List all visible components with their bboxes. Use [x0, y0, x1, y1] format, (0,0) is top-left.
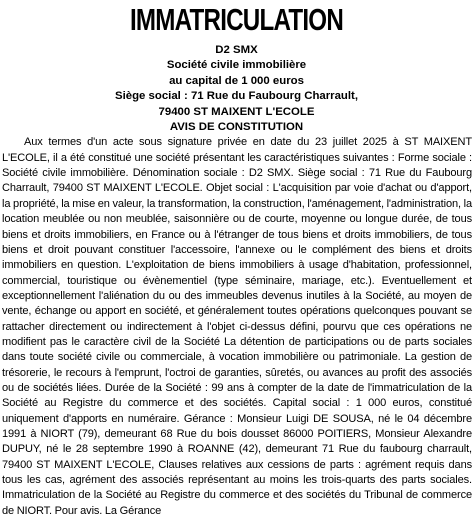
notice-body-text: Aux termes d'un acte sous signature privée en date du 23 juillet 2025 à ST MAIXENT L'ECOLE, il a été constitué une société présentant les caractéristiques suivantes : Forme sociale : Société civile immobilière. Dénomination sociale : D2 SMX. Siège social : 71 Rue du Faubourg Charrault, 79400 ST MAIXENT L'ECOLE. Objet social : L'acquisition par voie d'achat ou d'apport, la propriété, la mise en valeur, la transformation, la construction, l'aménagement, l'administration, la location meublée ou non meublée, saisonnière ou de courte, moyenne ou longue durée, de tous biens et droits immobiliers, en France ou à l'étranger de tous biens et droits immobiliers, de tous biens et droit pouvant constituer l'accessoire, l'annexe ou le complément des biens et droits immobiliers en question. L'exploitation de biens immobiliers à usage d'habitation, professionnel, commercial, touristique ou évènementiel (type séminaire, mariage, etc.). Eventuellement et exceptionnellement l'aliénation du ou des immeubles devenus inutiles à la Société, au moyen de vente, échange ou apport en société, et généralement toutes opérations quelconques pouvant se rattacher directement ou indirectement à l'objet ci-dessus défini, pourvu que ces opérations ne modifient pas le caractère civil de la Société La détention de participations ou de parts sociales dans toute société civile ou commerciale, à vocation immobilière ou patrimoniale. La gestion de trésorerie, le recours à l'emprunt, l'octroi de garanties, sûretés, ou avances au profit des associés ou de sociétés liées. Durée de la Société : 99 ans à compter de la date de l'immatriculation de la Société au Registre du commerce et des sociétés. Capital social : 1 000 euros, constitué uniquement d'apports en numéraire. Gérance : Monsieur Luigi DE SOUSA, né le 04 décembre 1991 à NIORT (79), demeurant 68 Rue du bois dousset 86000 POITIERS, Monsieur Alexandre DUPUY, né le 28 septembre 1990 à ROANNE (42), demeurant 71 Rue du faubourg charrault, 79400 ST MAIXENT L'ECOLE, Clauses relatives aux cessions de parts : agrément requis dans tous les cas, agrément des associés représentant au moins les trois-quarts des parts sociales. Immatriculation de la Société au Registre du commerce et des sociétés du Tribunal de commerce de NIORT. Pour avis. La Gérance: [2, 136, 472, 517]
notice-title: IMMATRICULATION: [129, 2, 344, 37]
company-address-city: 79400 ST MAIXENT L'ECOLE: [158, 105, 315, 118]
notice-body-paragraph: [1, 135, 472, 519]
company-header: [1, 43, 472, 135]
company-address-street: Siège social : 71 Rue du Faubourg Charrault,: [114, 90, 359, 103]
company-name: D2 SMX: [215, 44, 258, 56]
notice-type: AVIS DE CONSTITUTION: [169, 121, 304, 134]
company-form: Société civile immobilière: [166, 59, 307, 72]
company-capital: au capital de 1 000 euros: [169, 74, 304, 87]
